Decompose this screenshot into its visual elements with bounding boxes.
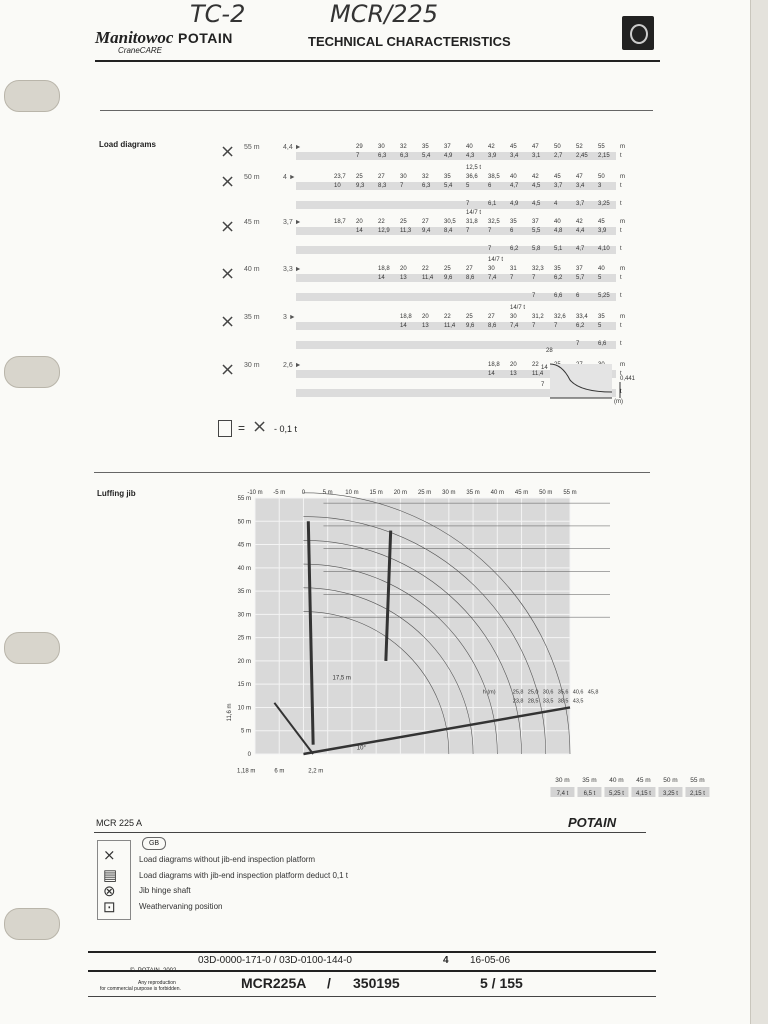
language-badge: GB [142, 837, 166, 850]
load-diagram-icon: ⨯ [220, 359, 236, 379]
lifting-load: 4,15 t [635, 791, 651, 797]
brand-potain: POTAIN [178, 30, 233, 46]
distance-cell: 30 [510, 314, 517, 320]
load-cell: 7 [532, 293, 536, 299]
jib-length: 30 m [244, 362, 260, 369]
logo-badge-icon [622, 16, 654, 50]
luffing-jib-chart [225, 484, 705, 804]
platform-icon: ▤ [103, 867, 118, 884]
jib-length: 55 m [244, 144, 260, 151]
load-cell: 2,45 [576, 153, 588, 159]
x-tick: 40 m [490, 490, 504, 496]
distance-cell: 45 [598, 219, 605, 225]
load-cell: 6,2 [554, 275, 563, 281]
distance-cell: 27 [488, 314, 495, 320]
page-number: 5 / 155 [480, 975, 523, 991]
jib-length: 50 m [244, 174, 260, 181]
h-table-cell: 40,6 [572, 689, 584, 696]
lifting-load: 7,4 t [556, 791, 569, 797]
load-cell: 9,3 [356, 183, 365, 189]
brand-cranecare: CraneCARE [118, 46, 163, 55]
unit-cell: t [620, 371, 622, 377]
unit-cell: m [620, 174, 625, 180]
distance-cell: 42 [576, 219, 583, 225]
distance-cell: 31,8 [466, 219, 478, 225]
load-cell: 14 [356, 228, 363, 234]
load-diagram-icon: ⨯ [252, 416, 268, 436]
load-cell: 7 [576, 341, 580, 347]
distance-cell: 29 [356, 144, 363, 150]
load-row-bar [296, 293, 616, 301]
equals-sign: = [238, 421, 246, 435]
unit-cell: t [620, 275, 622, 281]
mini-label: 0,441 [620, 376, 636, 382]
platform-icon [218, 420, 232, 437]
unit-cell: t [620, 228, 622, 234]
page-title: TECHNICAL CHARACTERISTICS [308, 34, 511, 49]
unit-cell: t [620, 341, 622, 347]
distance-cell: 20 [356, 219, 363, 225]
load-cell: 7 [400, 183, 404, 189]
x-tick: 35 m [466, 490, 480, 496]
load-cell: 3,7 [554, 183, 563, 189]
combined-load: 14/7 t [488, 257, 504, 263]
load-cell: 6,6 [554, 293, 563, 299]
x-tick: 5 m [322, 490, 333, 496]
combined-load: 12,5 t [466, 165, 482, 171]
luffing-jib-label: Luffing jib [97, 489, 136, 498]
distance-cell: 30 [378, 144, 385, 150]
h-table-cell: 43,5 [572, 698, 584, 705]
distance-cell: 31,2 [532, 314, 544, 320]
distance-cell: 32 [422, 174, 429, 180]
distance-cell: 40 [554, 219, 561, 225]
h-table-cell: 25,0 [527, 689, 539, 696]
no-platform-icon: ⨯ [103, 847, 116, 864]
load-cell: 3,25 [598, 201, 610, 207]
h-table-cell: 28,5 [527, 698, 539, 705]
x-tick: 10 m [345, 490, 359, 496]
load-cell: 5,7 [576, 275, 585, 281]
distance-cell: 55 [598, 144, 605, 150]
load-cell: 6 [488, 183, 492, 189]
distance-cell: 25 [356, 174, 363, 180]
unit-cell: m [620, 219, 625, 225]
unit-cell: t [620, 153, 622, 159]
binder-hole [4, 80, 60, 112]
load-cell: 8,6 [488, 323, 497, 329]
h-table-cell: 45,8 [587, 689, 599, 696]
distance-cell: 22 [444, 314, 451, 320]
revision: 4 [443, 955, 449, 966]
load-diagram-icon: ⨯ [220, 263, 236, 283]
load-cell: 5,1 [554, 246, 563, 252]
load-cell: 7 [466, 228, 470, 234]
distance-cell: 32,5 [488, 219, 500, 225]
distance-cell: 30 [400, 174, 407, 180]
distance-cell: 38,5 [488, 174, 500, 180]
jib-length: 45 m [244, 219, 260, 226]
load-cell: 4,7 [510, 183, 519, 189]
x-tick: 0 [301, 490, 306, 496]
mini-label: 14 [541, 365, 548, 371]
distance-cell: 25 [444, 266, 451, 272]
load-cell: 5,5 [532, 228, 541, 234]
y-tick: 15 m [237, 682, 251, 689]
x-tick: 45 m [514, 490, 529, 496]
distance-cell: 37 [576, 266, 583, 272]
unit-cell: m [620, 144, 625, 150]
repro-note: for commercial purpose is forbidden. [100, 986, 181, 992]
load-cell: 9,4 [422, 228, 431, 234]
annotation: 10° [356, 745, 366, 752]
load-cell: 7 [510, 275, 514, 281]
unit-cell: t [620, 183, 622, 189]
x-tick: 50 m [539, 490, 553, 496]
load-cell: 7 [554, 323, 558, 329]
y-tick: 25 m [237, 635, 251, 642]
load-cell: 4,5 [532, 201, 541, 207]
y-tick: 5 m [240, 728, 251, 735]
distance-cell: 40 [598, 266, 605, 272]
y-tick: 35 m [237, 589, 251, 596]
weathervane-icon: ⊡ [103, 899, 116, 916]
lifting-load: 3,25 t [662, 791, 678, 797]
load-cell: 4,8 [554, 228, 563, 234]
hinge-shaft-icon: ⊗ [103, 883, 116, 900]
load-cell: 6,6 [598, 341, 607, 347]
unit-cell: t [620, 201, 622, 207]
legend-item: Load diagrams with jib-end inspection platform deduct 0,1 t [139, 871, 349, 880]
load-cell: 4 [554, 201, 558, 207]
load-cell: 3,4 [510, 153, 519, 159]
load-cell: 5,4 [422, 153, 431, 159]
h-table-label: h (m) [482, 689, 496, 696]
distance-cell: 22 [378, 219, 385, 225]
footer-separator: / [327, 975, 331, 991]
jib-length: 40 m [244, 266, 260, 273]
combined-load: 14/7 t [466, 210, 482, 216]
load-row-bar [296, 322, 616, 330]
y-tick: 50 m [237, 519, 251, 526]
x-tick: 55 m [563, 490, 577, 496]
load-cell: 7 [356, 153, 360, 159]
y-tick: 55 m [237, 496, 251, 502]
x-tick: -5 m [273, 490, 286, 496]
distance-cell: 50 [554, 144, 561, 150]
load-cell: 3,4 [576, 183, 585, 189]
distance-cell: 20 [400, 266, 407, 272]
copyright: © .POTAIN. 2002. [130, 968, 178, 974]
load-cell: 12,9 [378, 228, 390, 234]
distance-cell: 47 [576, 174, 583, 180]
load-cell: 5,25 [598, 293, 610, 299]
header-rule [95, 60, 660, 62]
distance-cell: 30 [488, 266, 495, 272]
distance-cell: 35 [554, 266, 561, 272]
distance-cell: 35 [510, 219, 517, 225]
load-cell: 6,2 [576, 323, 585, 329]
load-cell: 6,1 [488, 201, 497, 207]
load-cell: 7 [488, 246, 492, 252]
y-tick: 40 m [237, 565, 251, 572]
distance-cell: 30,5 [444, 219, 456, 225]
distance-cell: 40 [466, 144, 473, 150]
load-cell: 4,10 [598, 246, 610, 252]
unit-cell: t [620, 246, 622, 252]
distance-cell: 37 [444, 144, 451, 150]
load-cell: 5 [598, 275, 602, 281]
distance-cell: 18,8 [488, 362, 500, 368]
load-cell: 4,9 [510, 201, 519, 207]
lifting-load: 2,15 t [689, 791, 705, 797]
y-tick: 10 m [237, 705, 251, 712]
x-tick: 25 m [417, 490, 432, 496]
distance-cell: 35 [598, 314, 605, 320]
load-cell: 8,4 [444, 228, 453, 234]
load-cell: 14 [400, 323, 407, 329]
distance-cell: 32 [400, 144, 407, 150]
load-cell: 3,9 [598, 228, 607, 234]
distance-cell: 47 [532, 144, 539, 150]
load-row-bar [296, 227, 616, 235]
jib-length-label: 55 m [690, 777, 705, 784]
band-rule [94, 832, 646, 833]
x-tick: 15 m [369, 490, 383, 496]
jib-length-label: 35 m [582, 777, 597, 784]
section-rule [94, 472, 650, 473]
distance-cell: 32,3 [532, 266, 544, 272]
combined-load: 14/7 t [510, 305, 526, 311]
load-cell: 5 [598, 323, 602, 329]
load-cell: 11,4 [422, 275, 434, 281]
distance-cell: 27 [422, 219, 429, 225]
jib-length: 35 m [244, 314, 260, 321]
load-cell: 6 [576, 293, 580, 299]
load-diagram-icon: ⨯ [220, 216, 236, 236]
y-tick: 0 [247, 752, 251, 758]
distance-cell: 31 [510, 266, 517, 272]
distance-cell: 32,6 [554, 314, 566, 320]
mini-label: 7 [541, 382, 545, 388]
load-row-bar [296, 182, 616, 190]
jib-length-label: 45 m [636, 777, 651, 784]
annotation: 1,18 m [237, 768, 256, 775]
handwritten-reference: MCR/225 [330, 0, 439, 28]
footer-number: 350195 [353, 975, 400, 991]
unit-cell: t [620, 389, 622, 395]
load-cell: 7 [532, 323, 536, 329]
distance-cell: 18,7 [334, 219, 346, 225]
unit-cell: m [620, 362, 625, 368]
load-cell: 3,9 [488, 153, 497, 159]
footer-model: MCR225A [241, 975, 307, 991]
load-cell: 8,6 [466, 275, 475, 281]
load-cell: 11,3 [400, 228, 412, 234]
load-cell: 3,7 [576, 201, 585, 207]
jib-length-label: 30 m [555, 777, 570, 784]
x-tick: -10 m [247, 490, 263, 496]
load-row-bar [296, 201, 616, 209]
binder-hole [4, 908, 60, 940]
y-tick: 45 m [237, 542, 251, 549]
load-cell: 8,3 [378, 183, 387, 189]
load-cell: 6,3 [400, 153, 409, 159]
load-diagram-icon: ⨯ [220, 171, 236, 191]
footer-rule [88, 996, 656, 997]
load-cell: 14 [378, 275, 385, 281]
distance-cell: 22 [532, 362, 539, 368]
load-cell: 2,7 [554, 153, 563, 159]
annotation: 11,6 m [227, 703, 233, 722]
distance-cell: 23,7 [334, 174, 346, 180]
distance-cell: 42 [532, 174, 539, 180]
annotation: 2,2 m [308, 768, 324, 775]
distance-cell: 20 [510, 362, 517, 368]
issue-date: 16-05-06 [470, 955, 511, 966]
load-cell: 6 [510, 228, 514, 234]
h-table-cell: 33,5 [542, 698, 554, 705]
load-cell: 10 [334, 183, 341, 189]
footer-rule [88, 951, 656, 953]
distance-cell: 18,8 [378, 266, 390, 272]
load-diagram-icon: ⨯ [220, 141, 236, 161]
document-reference: 03D-0000-171-0 / 03D-0100-144-0 [198, 955, 352, 966]
y-tick: 20 m [237, 658, 251, 665]
load-cell: 11,4 [532, 371, 544, 377]
distance-cell: 40 [510, 174, 517, 180]
start-radius: 3,3 ► [283, 266, 302, 273]
load-cell: 13 [422, 323, 429, 329]
load-cell: 13 [510, 371, 517, 377]
load-cell: 6,2 [510, 246, 519, 252]
load-cell: 9,6 [444, 275, 453, 281]
distance-cell: 22 [422, 266, 429, 272]
start-radius: 4 ► [283, 174, 296, 181]
brand-manitowoc: Manitowoc [95, 28, 174, 47]
load-row-bar [296, 152, 616, 160]
mini-label: (m) [614, 399, 623, 405]
mini-label: 28 [546, 348, 553, 354]
distance-cell: 50 [598, 174, 605, 180]
distance-cell: 45 [510, 144, 517, 150]
load-cell: 4,5 [532, 183, 541, 189]
start-radius: 3,7 ► [283, 219, 302, 226]
section-rule [100, 110, 653, 111]
unit-cell: m [620, 314, 625, 320]
load-cell: 14 [488, 371, 495, 377]
y-tick: 30 m [237, 612, 251, 619]
unit-cell: t [620, 293, 622, 299]
distance-cell: 42 [488, 144, 495, 150]
annotation: 6 m [274, 768, 285, 775]
h-table-cell: 25,8 [512, 689, 524, 696]
brand-potain-footer: POTAIN [568, 815, 617, 830]
distance-cell: 25 [400, 219, 407, 225]
load-cell: 7 [532, 275, 536, 281]
load-cell: 5,8 [532, 246, 541, 252]
lifting-load: 5,25 t [608, 791, 624, 797]
load-diagram-icon: ⨯ [220, 311, 236, 331]
load-cell: 7 [488, 228, 492, 234]
load-row-bar [296, 274, 616, 282]
start-radius: 3 ► [283, 314, 296, 321]
load-cell: 3,1 [532, 153, 541, 159]
load-cell: 7,4 [488, 275, 497, 281]
handwritten-model: TC-2 [190, 0, 246, 28]
distance-cell: 35 [422, 144, 429, 150]
model-name: MCR 225 A [96, 818, 143, 828]
x-tick: 20 m [393, 490, 408, 496]
lifting-load: 6,5 t [583, 791, 596, 797]
h-table-cell: 38,5 [557, 698, 569, 705]
unit-cell: m [620, 266, 625, 272]
distance-cell: 45 [554, 174, 561, 180]
load-cell: 3 [598, 183, 602, 189]
distance-cell: 35 [444, 174, 451, 180]
load-cell: 6,3 [378, 153, 387, 159]
load-cell: 4,7 [576, 246, 585, 252]
h-table-cell: 23,8 [512, 698, 524, 705]
load-cell: 4,4 [576, 228, 585, 234]
distance-cell: 27 [466, 266, 473, 272]
h-table-cell: 30,6 [542, 689, 554, 696]
distance-cell: 27 [378, 174, 385, 180]
h-table-cell: 35,6 [557, 689, 569, 696]
jib-length-label: 40 m [609, 777, 624, 784]
repro-note: Any reproduction [138, 980, 176, 986]
legend-item: Jib hinge shaft [139, 886, 191, 895]
distance-cell: 36,6 [466, 174, 478, 180]
distance-cell: 52 [576, 144, 583, 150]
legend-item: Weathervaning position [139, 902, 223, 911]
jib-length-label: 50 m [663, 777, 678, 784]
annotation: 17,5 m [332, 675, 351, 682]
start-radius: 4,4 ► [283, 144, 302, 151]
distance-cell: 25 [466, 314, 473, 320]
distance-cell: 18,8 [400, 314, 412, 320]
load-cell: 2,15 [598, 153, 610, 159]
deduct-label: - 0,1 t [274, 424, 298, 434]
binder-hole [4, 632, 60, 664]
load-cell: 6,3 [422, 183, 431, 189]
load-row-bar [296, 246, 616, 254]
legend-item: Load diagrams without jib-end inspection platform [139, 855, 316, 864]
load-diagrams-label: Load diagrams [99, 140, 156, 149]
distance-cell: 33,4 [576, 314, 588, 320]
binder-hole [4, 356, 60, 388]
unit-cell: t [620, 323, 622, 329]
distance-cell: 20 [422, 314, 429, 320]
load-cell: 4,9 [444, 153, 453, 159]
load-cell: 5 [466, 183, 470, 189]
platform-diagram [540, 342, 640, 404]
load-cell: 7 [466, 201, 470, 207]
distance-cell: 37 [532, 219, 539, 225]
load-cell: 13 [400, 275, 407, 281]
load-cell: 11,4 [444, 323, 456, 329]
load-cell: 7,4 [510, 323, 519, 329]
x-tick: 30 m [442, 490, 456, 496]
start-radius: 2,6 ► [283, 362, 302, 369]
load-cell: 9,6 [466, 323, 475, 329]
load-cell: 5,4 [444, 183, 453, 189]
load-cell: 4,3 [466, 153, 475, 159]
